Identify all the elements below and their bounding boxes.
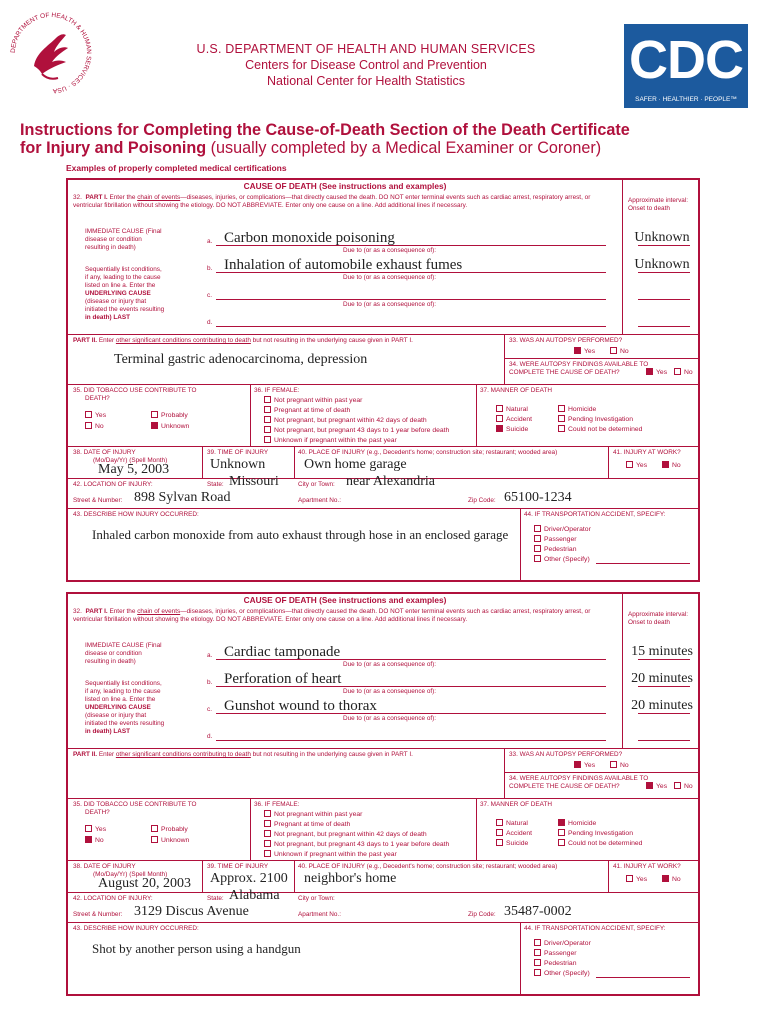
findings-no-checkbox[interactable] xyxy=(674,368,681,375)
q39-label: 39. TIME OF INJURY xyxy=(207,449,269,456)
q41-label: 41. INJURY AT WORK? xyxy=(613,449,681,456)
state-value: Missouri xyxy=(229,474,279,489)
center-name: Centers for Disease Control and Prevention xyxy=(245,58,487,72)
transport-pedestrian-checkbox[interactable] xyxy=(534,959,541,966)
city-value: near Alexandria xyxy=(346,474,436,489)
female-option-checkbox[interactable] xyxy=(264,840,271,847)
autopsy-yes-checkbox[interactable] xyxy=(574,347,581,354)
manner-suicide-checkbox[interactable] xyxy=(496,839,503,846)
q35-label: 35. DID TOBACCO USE CONTRIBUTE TO DEATH? xyxy=(73,387,197,402)
street-label: Street & Number: xyxy=(73,911,123,918)
q40-label: 40. PLACE OF INJURY (e.g., Decedent's home; construction site; restaurant; wooded area) xyxy=(298,449,558,456)
due-to-label: Due to (or as a consequence of): xyxy=(343,247,437,254)
q38-label: 38. DATE OF INJURY (Mo/Day/Yr) (Spell Month) xyxy=(73,863,168,878)
q37-label: 37. MANNER OF DEATH xyxy=(480,801,552,808)
tobacco-probably-checkbox[interactable] xyxy=(151,411,158,418)
city-label: City or Town: xyxy=(298,481,335,488)
findings-yes-checkbox[interactable] xyxy=(646,368,653,375)
female-option-checkbox[interactable] xyxy=(264,820,271,827)
immediate-cause-label: IMMEDIATE CAUSE (Final disease or condition resulting in death) xyxy=(85,642,162,665)
city-label: City or Town: xyxy=(298,895,335,902)
place-of-injury-value: Own home garage xyxy=(304,457,407,472)
tobacco-yes-checkbox[interactable] xyxy=(85,411,92,418)
zip-label: Zip Code: xyxy=(468,911,496,918)
time-of-injury-value: Approx. 2100 xyxy=(210,871,288,886)
interval-a-value: Unknown xyxy=(634,230,690,245)
transport-pedestrian-checkbox[interactable] xyxy=(534,545,541,552)
manner-cnbd-checkbox[interactable] xyxy=(558,839,565,846)
due-to-label: Due to (or as a consequence of): xyxy=(343,274,437,281)
transport-driver-checkbox[interactable] xyxy=(534,525,541,532)
female-option-checkbox[interactable] xyxy=(264,810,271,817)
tobacco-yes-checkbox[interactable] xyxy=(85,825,92,832)
findings-no-checkbox[interactable] xyxy=(674,782,681,789)
time-of-injury-value: Unknown xyxy=(210,457,266,472)
tobacco-no-checkbox[interactable] xyxy=(85,836,92,843)
cause-a-value: Cardiac tamponade xyxy=(224,644,341,660)
line-b-label: b. xyxy=(207,265,213,272)
approx-interval-label: Approximate interval: Onset to death xyxy=(628,197,689,212)
line-d-label: d. xyxy=(207,319,213,326)
autopsy-no-checkbox[interactable] xyxy=(610,761,617,768)
sequential-label: Sequentially list conditions, if any, leading to the cause listed on line a. Enter the UNDERLYING CAUSE (disease or injury that initiated the events resulting in death) LAST xyxy=(85,266,165,321)
female-option-checkbox[interactable] xyxy=(264,830,271,837)
q44-label: 44. IF TRANSPORTATION ACCIDENT, SPECIFY: xyxy=(524,925,666,932)
tobacco-unknown-checkbox[interactable] xyxy=(151,836,158,843)
tobacco-probably-checkbox[interactable] xyxy=(151,825,158,832)
part2-label: PART II. Enter other significant conditions contributing to death but not resulting in the underlying cause given in PART I. xyxy=(73,337,413,344)
line-b-label: b. xyxy=(207,679,213,686)
date-of-injury-value: May 5, 2003 xyxy=(98,462,170,477)
due-to-label: Due to (or as a consequence of): xyxy=(343,688,437,695)
state-value: Alabama xyxy=(229,888,280,903)
cause-b-value: Inhalation of automobile exhaust fumes xyxy=(224,257,463,273)
manner-accident-checkbox[interactable] xyxy=(496,415,503,422)
q34-label: 34. WERE AUTOPSY FINDINGS AVAILABLE TO COMPLETE THE CAUSE OF DEATH? xyxy=(509,775,649,790)
part1-instructions: 32. PART I. Enter the chain of events—diseases, injuries, or complications—that directly caused the death. DO NOT enter terminal events such as cardiac arrest, respiratory arrest, or ventricular fibrillation without showing the etiology. DO NOT ABBREVIATE. Enter only one cause on a line. Add additional lines if necessary. xyxy=(73,194,591,209)
q43-label: 43. DESCRIBE HOW INJURY OCCURRED: xyxy=(73,925,199,932)
due-to-label: Due to (or as a consequence of): xyxy=(343,715,437,722)
manner-pending-checkbox[interactable] xyxy=(558,415,565,422)
part1-instructions: 32. PART I. Enter the chain of events—diseases, injuries, or complications—that directly caused the death. DO NOT enter terminal events such as cardiac arrest, respiratory arrest, or ventricular fibrillation without showing the etiology. DO NOT ABBREVIATE. Enter only one cause on a line. Add additional lines if necessary. xyxy=(73,608,591,623)
hhs-seal xyxy=(6,8,96,98)
street-label: Street & Number: xyxy=(73,497,123,504)
part2-label: PART II. Enter other significant conditions contributing to death but not resulting in the underlying cause given in PART I. xyxy=(73,751,413,758)
manner-accident-checkbox[interactable] xyxy=(496,829,503,836)
zip-value: 65100-1234 xyxy=(504,490,572,505)
q38-label: 38. DATE OF INJURY (Mo/Day/Yr) (Spell Month) xyxy=(73,449,168,464)
place-of-injury-value: neighbor's home xyxy=(304,871,397,886)
findings-yes-checkbox[interactable] xyxy=(646,782,653,789)
q39-label: 39. TIME OF INJURY xyxy=(207,863,269,870)
manner-suicide-checkbox[interactable] xyxy=(496,425,503,432)
work-yes-checkbox[interactable] xyxy=(626,875,633,882)
female-option-checkbox[interactable] xyxy=(264,426,271,433)
interval-c-value: 20 minutes xyxy=(631,698,693,713)
cause-heading: CAUSE OF DEATH (See instructions and examples) xyxy=(243,181,447,191)
female-option-checkbox[interactable] xyxy=(264,406,271,413)
cause-heading: CAUSE OF DEATH (See instructions and examples) xyxy=(243,595,447,605)
work-no-checkbox[interactable] xyxy=(662,461,669,468)
svg-text:DEPARTMENT OF HEALTH & HUMAN S: DEPARTMENT OF HEALTH & HUMAN SERVICES · USA xyxy=(9,11,93,95)
nchs-name: National Center for Health Statistics xyxy=(266,74,465,88)
cause-b-value: Perforation of heart xyxy=(224,671,342,687)
street-value: 3129 Discus Avenue xyxy=(134,904,249,919)
line-c-label: c. xyxy=(207,292,212,299)
transport-other-checkbox[interactable] xyxy=(534,555,541,562)
work-yes-checkbox[interactable] xyxy=(626,461,633,468)
certificate-2: CAUSE OF DEATH (See instructions and examples) 32. PART I. Enter the chain of events—diseases, injuries, or complications—that directly caused the death. DO NOT enter terminal events such as cardiac arrest, respiratory arrest, or ventricular fibrillation without showing the etiology. DO NOT ABBREVIATE. Enter only one cause on a line. Add additional lines if necessary. Approximate interval: Onset to death IMMEDIATE CAUSE (Final disease or condition resulting in death) Sequentially list conditions, if any, leading to the cause listed on line a. Enter the UNDERLYING CAUSE (disease or injury that initiated the events resulting in death) LAST a. Due to (or as a consequence of): b. Due to (or as a consequence of): c. Due to (or as a consequence of): d. Cardiac tamponade Perforation of heart Gunshot wound to thorax 15 minutes 20 minutes 20 minutes PART II. Enter other significant conditions contributing to death but not resulting in the underlying cause given in PART I. 33. WAS AN AUTOPSY PERFORMED? Yes No 34. WERE AUTOPSY FINDINGS AVAILABLE TO COMPLETE THE CAUSE OF DEATH? Yes No 35. DID TOBACCO USE CONTRIBUTE TO DEATH? Yes No Probably Unknown 36. IF FEMALE: Not pregnant within past year Pregnant at time of death Not pregnant, but pregnant within 42 days of death Not pregnant, but pregnant 43 days to 1 year before death Unknown if pregnant within the past year 37. MANNER OF DEATH Natural Accident Suicide Homicide Pending Investigation Could not be determined 38. DATE OF INJURY (Mo/Day/Yr) (Spell Month) August 20, 2003 39. TIME OF INJURY Approx. 2100 40. PLACE OF INJURY (e.g., Decedent's home; construction site; restaurant; wooded area) neighbor's home 41. INJURY AT WORK? Yes No 42. LOCATION OF INJURY: State: Alabama City or Town: Street & Number: 3129 Discus Avenue Apartment No.: Zip Code: 35487-0002 43. DESCRIBE HOW INJURY OCCURRED: Shot by another person using a handgun 44. IF TRANSPORTATION ACCIDENT, SPECIFY: Driver/Operator Passenger Pedestrian Other (Specify) xyxy=(66,592,700,996)
transport-passenger-checkbox[interactable] xyxy=(534,949,541,956)
how-injury-value: Inhaled carbon monoxide from auto exhaust through hose in an enclosed garage xyxy=(92,527,509,542)
q35-label: 35. DID TOBACCO USE CONTRIBUTE TO DEATH? xyxy=(73,801,197,816)
q43-label: 43. DESCRIBE HOW INJURY OCCURRED: xyxy=(73,511,199,518)
tobacco-no-checkbox[interactable] xyxy=(85,422,92,429)
tobacco-unknown-checkbox[interactable] xyxy=(151,422,158,429)
q42-label: 42. LOCATION OF INJURY: xyxy=(73,481,153,488)
line-a-label: a. xyxy=(207,238,213,245)
female-option-checkbox[interactable] xyxy=(264,416,271,423)
part2-value: Terminal gastric adenocarcinoma, depression xyxy=(114,352,368,367)
line-a-label: a. xyxy=(207,652,213,659)
manner-cnbd-checkbox[interactable] xyxy=(558,425,565,432)
line-d-label: d. xyxy=(207,733,213,740)
female-option-checkbox[interactable] xyxy=(264,850,271,857)
q44-label: 44. IF TRANSPORTATION ACCIDENT, SPECIFY: xyxy=(524,511,666,518)
street-value: 898 Sylvan Road xyxy=(134,490,231,505)
manner-pending-checkbox[interactable] xyxy=(558,829,565,836)
q33-label: 33. WAS AN AUTOPSY PERFORMED? xyxy=(509,751,623,758)
due-to-label: Due to (or as a consequence of): xyxy=(343,661,437,668)
department-name: U.S. DEPARTMENT OF HEALTH AND HUMAN SERVICES xyxy=(196,42,536,56)
cause-c-value: Gunshot wound to thorax xyxy=(224,698,377,714)
q40-label: 40. PLACE OF INJURY (e.g., Decedent's home; construction site; restaurant; wooded area) xyxy=(298,863,558,870)
approx-interval-label: Approximate interval: Onset to death xyxy=(628,611,689,626)
q42-label: 42. LOCATION OF INJURY: xyxy=(73,895,153,902)
date-of-injury-value: August 20, 2003 xyxy=(98,876,191,891)
how-injury-value: Shot by another person using a handgun xyxy=(92,941,301,956)
interval-b-value: 20 minutes xyxy=(631,671,693,686)
q37-label: 37. MANNER OF DEATH xyxy=(480,387,552,394)
subtitle: Examples of properly completed medical certifications xyxy=(66,163,287,173)
q36-label: 36. IF FEMALE: xyxy=(254,801,300,808)
q41-label: 41. INJURY AT WORK? xyxy=(613,863,681,870)
zip-label: Zip Code: xyxy=(468,497,496,504)
interval-b-value: Unknown xyxy=(634,257,690,272)
sequential-label: Sequentially list conditions, if any, leading to the cause listed on line a. Enter the UNDERLYING CAUSE (disease or injury that initiated the events resulting in death) LAST xyxy=(85,680,165,735)
interval-a-value: 15 minutes xyxy=(631,644,693,659)
q36-label: 36. IF FEMALE: xyxy=(254,387,300,394)
q34-label: 34. WERE AUTOPSY FINDINGS AVAILABLE TO COMPLETE THE CAUSE OF DEATH? xyxy=(509,361,649,376)
transport-other-checkbox[interactable] xyxy=(534,969,541,976)
apt-label: Apartment No.: xyxy=(298,911,341,918)
immediate-cause-label: IMMEDIATE CAUSE (Final disease or condition resulting in death) xyxy=(85,228,162,251)
certificate-1: CAUSE OF DEATH (See instructions and examples) 32. PART I. Enter the chain of events—diseases, injuries, or complications—that directly caused the death. DO NOT enter terminal events such as cardiac arrest, respiratory arrest, or ventricular fibrillation without showing the etiology. DO NOT ABBREVIATE. Enter only one cause on a line. Add additional lines if necessary. Approximate interval: Onset to death IMMEDIATE CAUSE (Final disease or condition resulting in death) Sequentially list conditions, if any, leading to the cause listed on line a. Enter the UNDERLYING CAUSE (disease or injury that initiated the events resulting in death) LAST a. Due to (or as a consequence of): b. Due to (or as a consequence of): c. Due to (or as a consequence of): d. Carbon monoxide poisoning Inhalation of automobile exhaust fumes Unknown Unknown PART II. Enter other significant conditions contributing to death but not resulting in the underlying cause given in PART I. Terminal gastric adenocarcinoma, depression 33. WAS AN AUTOPSY PERFORMED? Yes No 34. WERE AUTOPSY FINDINGS AVAILABLE TO COMPLETE THE CAUSE OF DEATH? Yes No 35. DID TOBACCO USE CONTRIBUTE TO DEATH? Yes No Probably Unknown 36. IF FEMALE: Not pregnant within past year Pregnant at time of death Not pregnant, but pregnant within 42 days of death Not pregnant, but pregnant 43 days to 1 year before death Unknown if pregnant within the past year 37. MANNER OF DEATH Natural Accident Suicide Homicide Pending Investigation Could not be determined 38. DATE OF INJURY (Mo/Day/Yr) (Spell Month) May 5, 2003 39. TIME OF INJURY Unknown 40. PLACE OF INJURY (e.g., Decedent's home; construction site; restaurant; wooded area) Own home garage 41. INJURY AT WORK? Yes No 42. LOCATION OF INJURY: State: Missouri City or Town: near Alexandria Street & Number: 898 Sylvan Road Apartment No.: Zip Code: 65100-1234 43. DESCRIBE HOW INJURY OCCURRED: Inhaled carbon monoxide from auto exhaust through hose in an enclosed garage 44. IF TRANSPORTATION ACCIDENT, SPECIFY: Driver/Operator Passenger Pedestrian Other (Specify) xyxy=(66,178,700,582)
cdc-logo: CDC SAFER · HEALTHIER · PEOPLE™ xyxy=(624,24,748,108)
cause-a-value: Carbon monoxide poisoning xyxy=(224,230,395,246)
female-option-checkbox[interactable] xyxy=(264,436,271,443)
work-no-checkbox[interactable] xyxy=(662,875,669,882)
manner-homicide-checkbox[interactable] xyxy=(558,405,565,412)
transport-driver-checkbox[interactable] xyxy=(534,939,541,946)
manner-homicide-checkbox[interactable] xyxy=(558,819,565,826)
manner-natural-checkbox[interactable] xyxy=(496,405,503,412)
state-label: State: xyxy=(207,481,224,488)
autopsy-yes-checkbox[interactable] xyxy=(574,761,581,768)
female-option-checkbox[interactable] xyxy=(264,396,271,403)
zip-value: 35487-0002 xyxy=(504,904,572,919)
manner-natural-checkbox[interactable] xyxy=(496,819,503,826)
apt-label: Apartment No.: xyxy=(298,497,341,504)
page-title-line2: for Injury and Poisoning (usually completed by a Medical Examiner or Coroner) xyxy=(20,139,602,157)
transport-passenger-checkbox[interactable] xyxy=(534,535,541,542)
page-title: Instructions for Completing the Cause-of-Death Section of the Death Certificate xyxy=(20,121,630,139)
due-to-label: Due to (or as a consequence of): xyxy=(343,301,437,308)
state-label: State: xyxy=(207,895,224,902)
line-c-label: c. xyxy=(207,706,212,713)
q33-label: 33. WAS AN AUTOPSY PERFORMED? xyxy=(509,337,623,344)
autopsy-no-checkbox[interactable] xyxy=(610,347,617,354)
